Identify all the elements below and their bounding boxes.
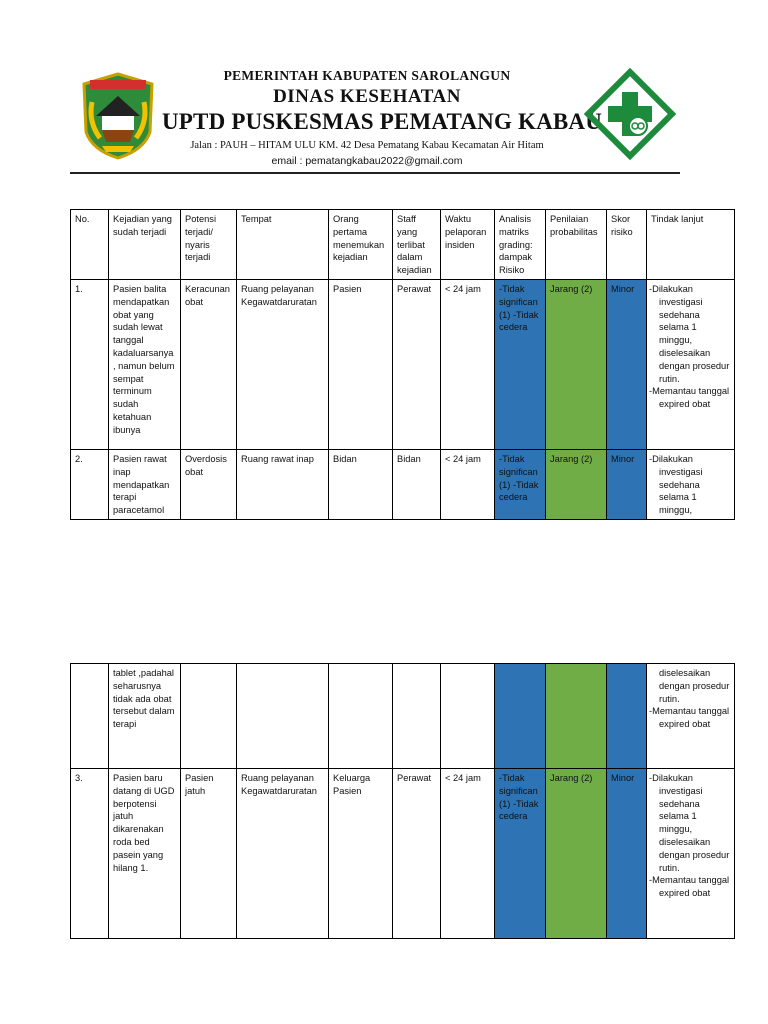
address: Jalan : PAUH – HITAM ULU KM. 42 Desa Pematang Kabau Kecamatan Air Hitam: [190, 140, 544, 151]
table-row: [71, 449, 735, 519]
row-kejadian: Pasien balita mendapatkan obat yang sudah lewat tanggal kadaluarsanya , namun belum sempat terminum sudah ketahuan ibunya: [109, 279, 181, 449]
row-skor: Minor: [607, 449, 647, 519]
row-no: 1.: [71, 279, 109, 449]
table-row: [71, 769, 735, 939]
tindak-item-investigasi: -Dilakukan investigasi sedehana selama 1 minggu, diselesaikan dengan prosedur rutin.: [649, 283, 730, 384]
row-kejadian: Pasien baru datang di UGD berpotensi jatuh dikarenakan roda bed pasein yang hilang 1.: [109, 769, 181, 939]
tindak-item-investigasi: -Dilakukan investigasi sedehana selama 1 minggu,: [649, 453, 703, 516]
header-tindak-lanjut: Tindak lanjut: [647, 210, 735, 280]
tindak-item-memantau: -Memantau tanggal expired obat: [649, 706, 730, 730]
sarolangun-regency-logo-icon: [78, 72, 158, 160]
row-skor: Minor: [607, 279, 647, 449]
row-kejadian-cont: tablet ,padahal seharusnya tidak ada obat tersebut dalam terapi: [109, 664, 181, 769]
row-potensi: Keracunan obat: [181, 279, 237, 449]
row-waktu: < 24 jam: [441, 279, 495, 449]
table-row-continued: [71, 664, 735, 769]
letterhead: [70, 62, 682, 174]
row-staff: Bidan: [393, 449, 441, 519]
letterhead-divider: [70, 172, 680, 174]
row-no: 2.: [71, 449, 109, 519]
row-tempat: Ruang rawat inap: [237, 449, 329, 519]
row-analisis: -Tidak significan (1) -Tidak cedera: [495, 449, 546, 519]
header-probabilitas: Penilaian probabilitas: [546, 210, 607, 280]
email: email : pematangkabau2022@gmail.com: [271, 155, 463, 167]
header-penemu: Orang pertama menemukan kejadian: [329, 210, 393, 280]
row-analisis: -Tidak significan (1) -Tidak cedera: [495, 769, 546, 939]
tindak-item-memantau: -Memantau tanggal expired obat: [649, 875, 730, 899]
row-tempat: Ruang pelayanan Kegawatdaruratan: [237, 769, 329, 939]
row-tindak-lanjut-cont: [647, 664, 735, 769]
row-kejadian: Pasien rawat inap mendapatkan terapi paracetamol: [109, 449, 181, 519]
row-penemu: Keluarga Pasien: [329, 769, 393, 939]
row-skor: Minor: [607, 769, 647, 939]
row-tempat: Ruang pelayanan Kegawatdaruratan: [237, 279, 329, 449]
incident-table-continued: [70, 663, 735, 939]
row-probabilitas: Jarang (2): [546, 279, 607, 449]
row-no: 3.: [71, 769, 109, 939]
tindak-item-investigasi: -Dilakukan investigasi sedehana selama 1 minggu, diselesaikan dengan prosedur rutin.: [649, 773, 730, 873]
header-tempat: Tempat: [237, 210, 329, 280]
agency-name: DINAS KESEHATAN: [273, 86, 461, 107]
row-tindak-lanjut: [647, 769, 735, 939]
table-header-row: [71, 210, 735, 280]
header-analisis: Analisis matriks grading: dampak Risiko: [495, 210, 546, 280]
incident-table: [70, 209, 735, 520]
tindak-item-investigasi-cont: diselesaikan dengan prosedur rutin.: [659, 668, 730, 704]
header-skor: Skor risiko: [607, 210, 647, 280]
row-waktu: < 24 jam: [441, 449, 495, 519]
header-potensi: Potensi terjadi/ nyaris terjadi: [181, 210, 237, 280]
row-staff: Perawat: [393, 279, 441, 449]
row-staff: Perawat: [393, 769, 441, 939]
row-probabilitas: Jarang (2): [546, 449, 607, 519]
institution-name: UPTD PUSKESMAS PEMATANG KABAU: [162, 109, 603, 134]
row-penemu: Bidan: [329, 449, 393, 519]
row-probabilitas: Jarang (2): [546, 769, 607, 939]
puskesmas-cross-logo-icon: [584, 68, 676, 160]
row-potensi: Pasien jatuh: [181, 769, 237, 939]
row-potensi: Overdosis obat: [181, 449, 237, 519]
header-kejadian: Kejadian yang sudah terjadi: [109, 210, 181, 280]
table-row: [71, 279, 735, 449]
header-staff: Staff yang terlibat dalam kejadian: [393, 210, 441, 280]
header-waktu: Waktu pelaporan insiden: [441, 210, 495, 280]
government-name: PEMERINTAH KABUPATEN SAROLANGUN: [223, 68, 511, 83]
row-analisis: -Tidak significan (1) -Tidak cedera: [495, 279, 546, 449]
row-penemu: Pasien: [329, 279, 393, 449]
row-waktu: < 24 jam: [441, 769, 495, 939]
header-no: No.: [71, 210, 109, 280]
row-tindak-lanjut: [647, 279, 735, 449]
tindak-item-memantau: -Memantau tanggal expired obat: [649, 386, 730, 410]
row-tindak-lanjut: [647, 449, 735, 519]
